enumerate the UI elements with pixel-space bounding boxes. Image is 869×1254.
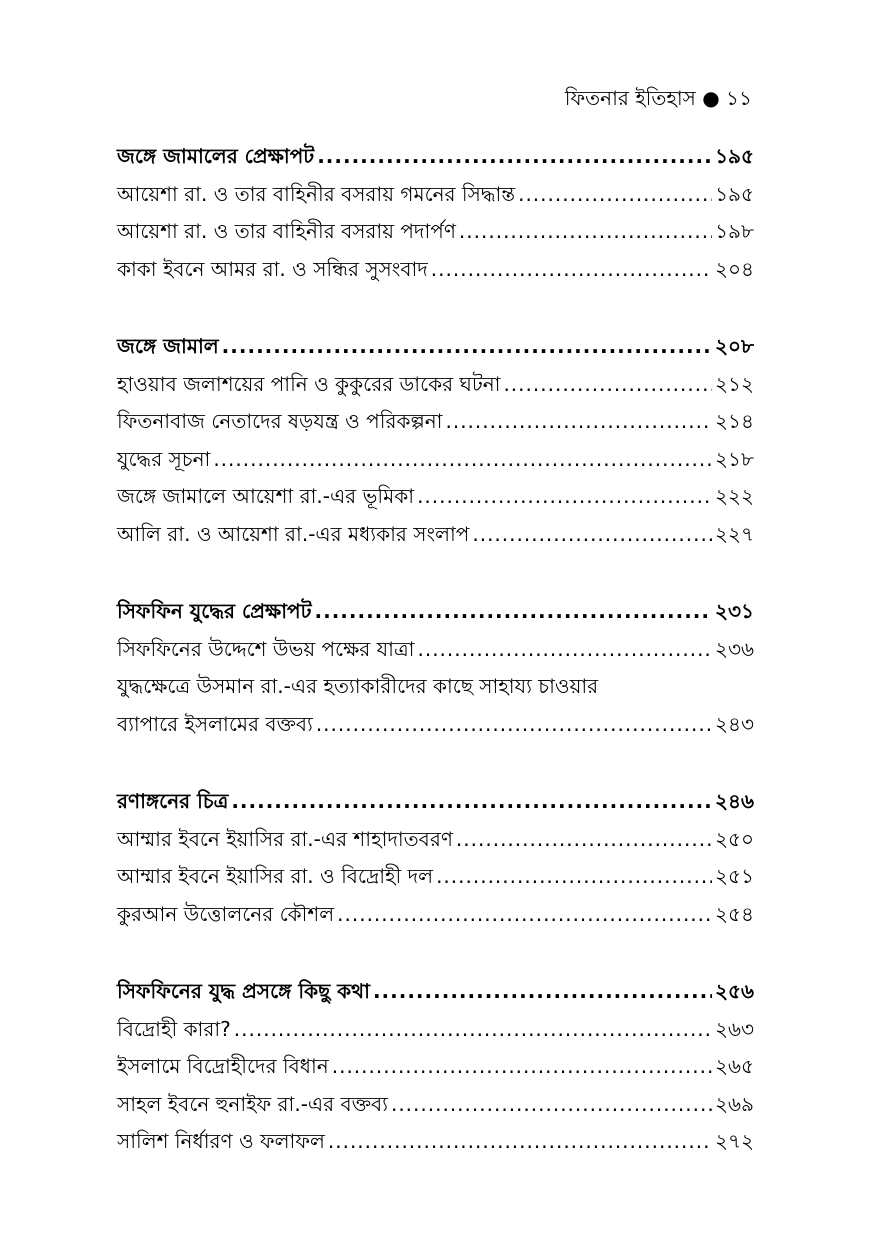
leader-dots xyxy=(417,637,712,661)
toc-entry-title: কুরআন উত্তোলনের কৌশল xyxy=(117,901,335,926)
leader-dots xyxy=(431,257,712,281)
toc-page-number: ২৪৩ xyxy=(715,711,754,736)
toc-entry xyxy=(117,1127,754,1165)
toc-entry-title: সিফফিনের যুদ্ধ প্রসঙ্গে কিছু কথা xyxy=(117,979,370,1003)
leader-dots xyxy=(328,1129,712,1153)
leader-dots xyxy=(317,144,712,168)
toc-entry xyxy=(117,217,754,255)
table-of-contents xyxy=(117,142,754,1205)
toc-entry-title: আম্মার ইবনে ইয়াসির রা.-এর শাহাদাতবরণ xyxy=(117,826,453,851)
toc-section xyxy=(117,597,754,747)
toc-entry-title: যুদ্ধের সূচনা xyxy=(117,446,211,471)
toc-entry-title: হাওয়াব জলাশয়ের পানি ও কুকুরের ডাকের ঘটনা xyxy=(117,371,501,396)
toc-entry-title: কাকা ইবনে আমর রা. ও সন্ধির সুসংবাদ xyxy=(117,256,428,281)
leader-dots xyxy=(234,1017,712,1041)
toc-entry-title: আয়েশা রা. ও তার বাহিনীর বসরায় পদার্পণ xyxy=(117,219,456,243)
leader-dots xyxy=(417,484,712,508)
running-header: ফিতনার ইতিহাস ● ১১ xyxy=(564,86,752,110)
leader-dots xyxy=(337,902,712,926)
toc-page-number: ২২২ xyxy=(714,484,754,508)
toc-entry xyxy=(117,635,754,673)
toc-entry-major xyxy=(117,787,754,825)
toc-entry xyxy=(117,255,754,293)
toc-page-number: ২১৪ xyxy=(715,409,754,433)
leader-dots xyxy=(213,447,712,471)
toc-entry-title: সাহল ইবনে হুনাইফ রা.-এর বক্তব্য xyxy=(117,1091,388,1116)
toc-entry xyxy=(117,407,754,445)
toc-entry-title: সালিশ নির্ধারণ ও ফলাফল xyxy=(117,1129,325,1153)
toc-page-number: ২০৮ xyxy=(715,334,754,358)
toc-page-number: ২১৮ xyxy=(715,446,754,471)
toc-entry-title: আয়েশা রা. ও তার বাহিনীর বসরায় গমনের সিদ্ধান্ত xyxy=(117,181,516,206)
toc-section xyxy=(117,977,754,1165)
toc-page-number: ২১২ xyxy=(715,371,754,396)
toc-entry-title: জঙ্গে জামাল xyxy=(117,334,219,358)
leader-dots xyxy=(231,789,712,813)
toc-page-number: ২৩৬ xyxy=(714,636,754,661)
toc-entry-title: জঙ্গে জামালের প্রেক্ষাপট xyxy=(117,144,315,168)
toc-entry xyxy=(117,1052,754,1090)
toc-entry xyxy=(117,710,754,748)
toc-entry xyxy=(117,900,754,938)
toc-page-number: ২৬৩ xyxy=(714,1016,754,1041)
toc-entry-title: আম্মার ইবনে ইয়াসির রা. ও বিদ্রোহী দল xyxy=(117,864,434,888)
toc-entry xyxy=(117,370,754,408)
toc-entry xyxy=(117,1015,754,1053)
leader-dots xyxy=(315,599,713,623)
toc-entry xyxy=(117,1090,754,1128)
leader-dots xyxy=(503,372,712,396)
toc-page-number: ২৫৪ xyxy=(715,901,754,926)
toc-entry-title: জঙ্গে জামালে আয়েশা রা.-এর ভূমিকা xyxy=(117,484,415,508)
leader-dots xyxy=(373,979,712,1003)
toc-page-number: ১৯৮ xyxy=(715,219,754,243)
toc-entry-title: ব্যাপারে ইসলামের বক্তব্য xyxy=(117,711,313,736)
toc-entry-title: ইসলামে বিদ্রোহীদের বিধান xyxy=(117,1054,329,1078)
toc-entry xyxy=(117,445,754,483)
leader-dots xyxy=(316,712,712,736)
leader-dots xyxy=(332,1054,712,1078)
toc-entry xyxy=(117,482,754,520)
toc-entry xyxy=(117,520,754,558)
toc-section xyxy=(117,332,754,557)
toc-entry-title: রণাঙ্গনের চিত্র xyxy=(117,789,229,813)
toc-entry-title-line1: যুদ্ধক্ষেত্রে উসমান রা.-এর হত্যাকারীদের কাছে সাহায্য চাওয়ার xyxy=(117,674,599,698)
toc-page-number: ১৯৫ xyxy=(715,181,754,206)
toc-page-number: ২৫১ xyxy=(715,864,754,888)
toc-entry-title: ফিতনাবাজ নেতাদের ষড়যন্ত্র ও পরিকল্পনা xyxy=(117,409,443,433)
toc-page-number: ২৫০ xyxy=(715,826,754,851)
leader-dots xyxy=(459,219,712,243)
toc-page-number: ২২৭ xyxy=(714,521,754,546)
toc-entry xyxy=(117,180,754,218)
toc-entry-major xyxy=(117,142,754,180)
toc-section xyxy=(117,787,754,937)
leader-dots xyxy=(222,334,712,358)
toc-entry-title: সিফফিনের উদ্দেশে উভয় পক্ষের যাত্রা xyxy=(117,636,415,661)
toc-entry-major xyxy=(117,977,754,1015)
toc-page-number: ১৯৫ xyxy=(715,144,754,168)
toc-entry-title: বিদ্রোহী কারা? xyxy=(117,1016,231,1041)
toc-page-number: ২৬৯ xyxy=(715,1091,754,1116)
toc-entry xyxy=(117,862,754,900)
toc-page-number: ২৪৬ xyxy=(715,789,754,813)
toc-page-number: ২৬৫ xyxy=(715,1054,754,1078)
toc-page-number: ২৫৬ xyxy=(715,979,754,1003)
toc-page-number: ২৭২ xyxy=(714,1129,754,1153)
leader-dots xyxy=(456,827,712,851)
toc-entry-title: সিফফিন যুদ্ধের প্রেক্ষাপট xyxy=(117,599,312,623)
toc-section xyxy=(117,142,754,292)
toc-page-number: ২৩১ xyxy=(715,599,754,623)
toc-entry xyxy=(117,825,754,863)
toc-entry-major xyxy=(117,332,754,370)
leader-dots xyxy=(391,1092,712,1116)
leader-dots xyxy=(445,409,712,433)
toc-page-number: ২০৪ xyxy=(715,256,754,281)
leader-dots xyxy=(518,182,712,206)
leader-dots xyxy=(472,522,712,546)
toc-entry-title: আলি রা. ও আয়েশা রা.-এর মধ্যকার সংলাপ xyxy=(117,521,470,546)
leader-dots xyxy=(436,864,712,888)
toc-entry-major xyxy=(117,597,754,635)
